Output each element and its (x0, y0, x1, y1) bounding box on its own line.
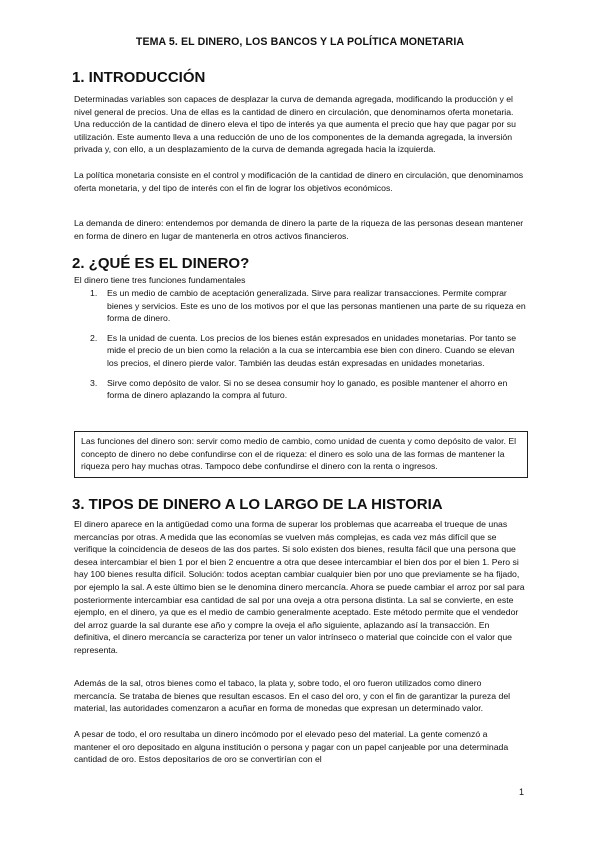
list-item-text: Es la unidad de cuenta. Los precios de los bienes están expresados en unidades monetarias. Por tanto se mide el precio de un bien como la relación a la cua se intercambia ese bien con dinero. Cuando se elevan los precios, el dinero pierde valor. También las deudas están expresadas en unidades monetarias. (107, 332, 517, 368)
section-3-heading: 3. TIPOS DE DINERO A LO LARGO DE LA HISTORIA (72, 496, 443, 513)
list-item-number: 2. (90, 332, 98, 343)
list-item (74, 377, 526, 402)
section-1-paragraph-3: La demanda de dinero: entendemos por demanda de dinero la parte de la riqueza de las personas desean mantener en forma de dinero en lugar de mantenerla en otros activos financieros. (74, 218, 524, 241)
document-title: TEMA 5. EL DINERO, LOS BANCOS Y LA POLÍTICA MONETARIA (135, 36, 465, 48)
section-3-paragraph-1: El dinero aparece en la antigüedad como una forma de superar los problemas que acarreaba el trueque de unas mercancías por otras. A medida que las economías se vuelven más complejas, es cada vez más difícil que se verifique la coincidencia de deseos de las dos partes. Si solo existen dos bienes, resulta fácil que una persona que desea intercambiar el bien 1 por el bien 2 encuentre a otra que desee intercambiar el bien dos por el bien 1. Pero si hay 100 bienes resulta difícil. Solución: todos aceptan cambiar cualquier bien por uno que previamente se ha fijado, por ejemplo la sal. A este último bien se le denomina dinero mercancía. Ahora se puede cambiar el arroz por sal para posteriormente intercambiar esa cantidad de sal por una oveja a otra persona distinta. La sal se convierte, en este ejemplo, en el dinero, ya que es el medio de cambio generalmente aceptado. Este método permite que el vendedor del arroz guarde la sal durante ese año y compre la oveja el año siguiente, aplazando así la transacción. En definitiva, el dinero mercancía se caracteriza por tener un valor intrínseco o material que coincide con el valor que representa. (74, 519, 525, 655)
section-3-paragraph-3: A pesar de todo, el oro resultaba un dinero incómodo por el elevado peso del material. La gente comenzó a mantener el oro depositado en alguna institución o persona y pagar con un papel canjeable por una determinada cantidad de oro. Estos depositarios de oro se convertirían con el (74, 729, 509, 765)
section-1-paragraph-1: Determinadas variables son capaces de desplazar la curva de demanda agregada, modificando la producción y el nivel general de precios. Una de ellas es la cantidad de dinero en circulación, que denominamos oferta monetaria. Una reducción de la cantidad de dinero eleva el tipo de interés ya que aumenta el precio que hay que pagar por su utilización. Este aumento lleva a una reducción de uno de los componentes de la demanda agregada, la inversión privada y, con ello, a un desplazamiento de la curva de demanda agregada hacia la izquierda. (74, 94, 516, 155)
list-item (74, 287, 526, 325)
list-item-text: Sirve como depósito de valor. Si no se desea consumir hoy lo ganado, es posible mantener el ahorro en forma de dinero aplazando la compra al futuro. (107, 377, 508, 401)
section-3-paragraph-2: Además de la sal, otros bienes como el tabaco, la plata y, sobre todo, el oro fueron utilizados como dinero mercancía. Se trataba de bienes que resultan escasos. En el caso del oro, y con el fin de garantizar la pureza del material, las autoridades comenzaron a acuñar en forma de monedas que expresan un determinado valor. (74, 678, 511, 714)
section-2-heading: 2. ¿QUÉ ES EL DINERO? (72, 255, 250, 272)
section-1-heading: 1. INTRODUCCIÓN (72, 69, 206, 86)
section-2-intro: El dinero tiene tres funciones fundamentales (74, 275, 246, 285)
money-functions-list (74, 287, 526, 409)
page-number: 1 (518, 787, 524, 797)
list-item-text: Es un medio de cambio de aceptación generalizada. Sirve para realizar transacciones. Permite comprar bienes y servicios. Este es uno de los motivos por el que las personas mantienen una parte de su riqueza en forma de dinero. (107, 288, 526, 324)
section-1-paragraph-2: La política monetaria consiste en el control y modificación de la cantidad de dinero en circulación, que denominamos oferta monetaria, y del tipo de interés con el fin de lograr los objetivos económicos. (74, 170, 524, 193)
list-item-number: 1. (90, 288, 98, 298)
list-item (74, 332, 526, 370)
list-item-number: 3. (90, 377, 98, 388)
summary-box: Las funciones del dinero son: servir como medio de cambio, como unidad de cuenta y como depósito de valor. El concepto de dinero no debe confundirse con el de riqueza: el dinero es solo una de las formas de mantener la riqueza pero hay muchas otras. Tampoco debe confundirse el dinero con la renta o ingresos. (74, 431, 528, 478)
